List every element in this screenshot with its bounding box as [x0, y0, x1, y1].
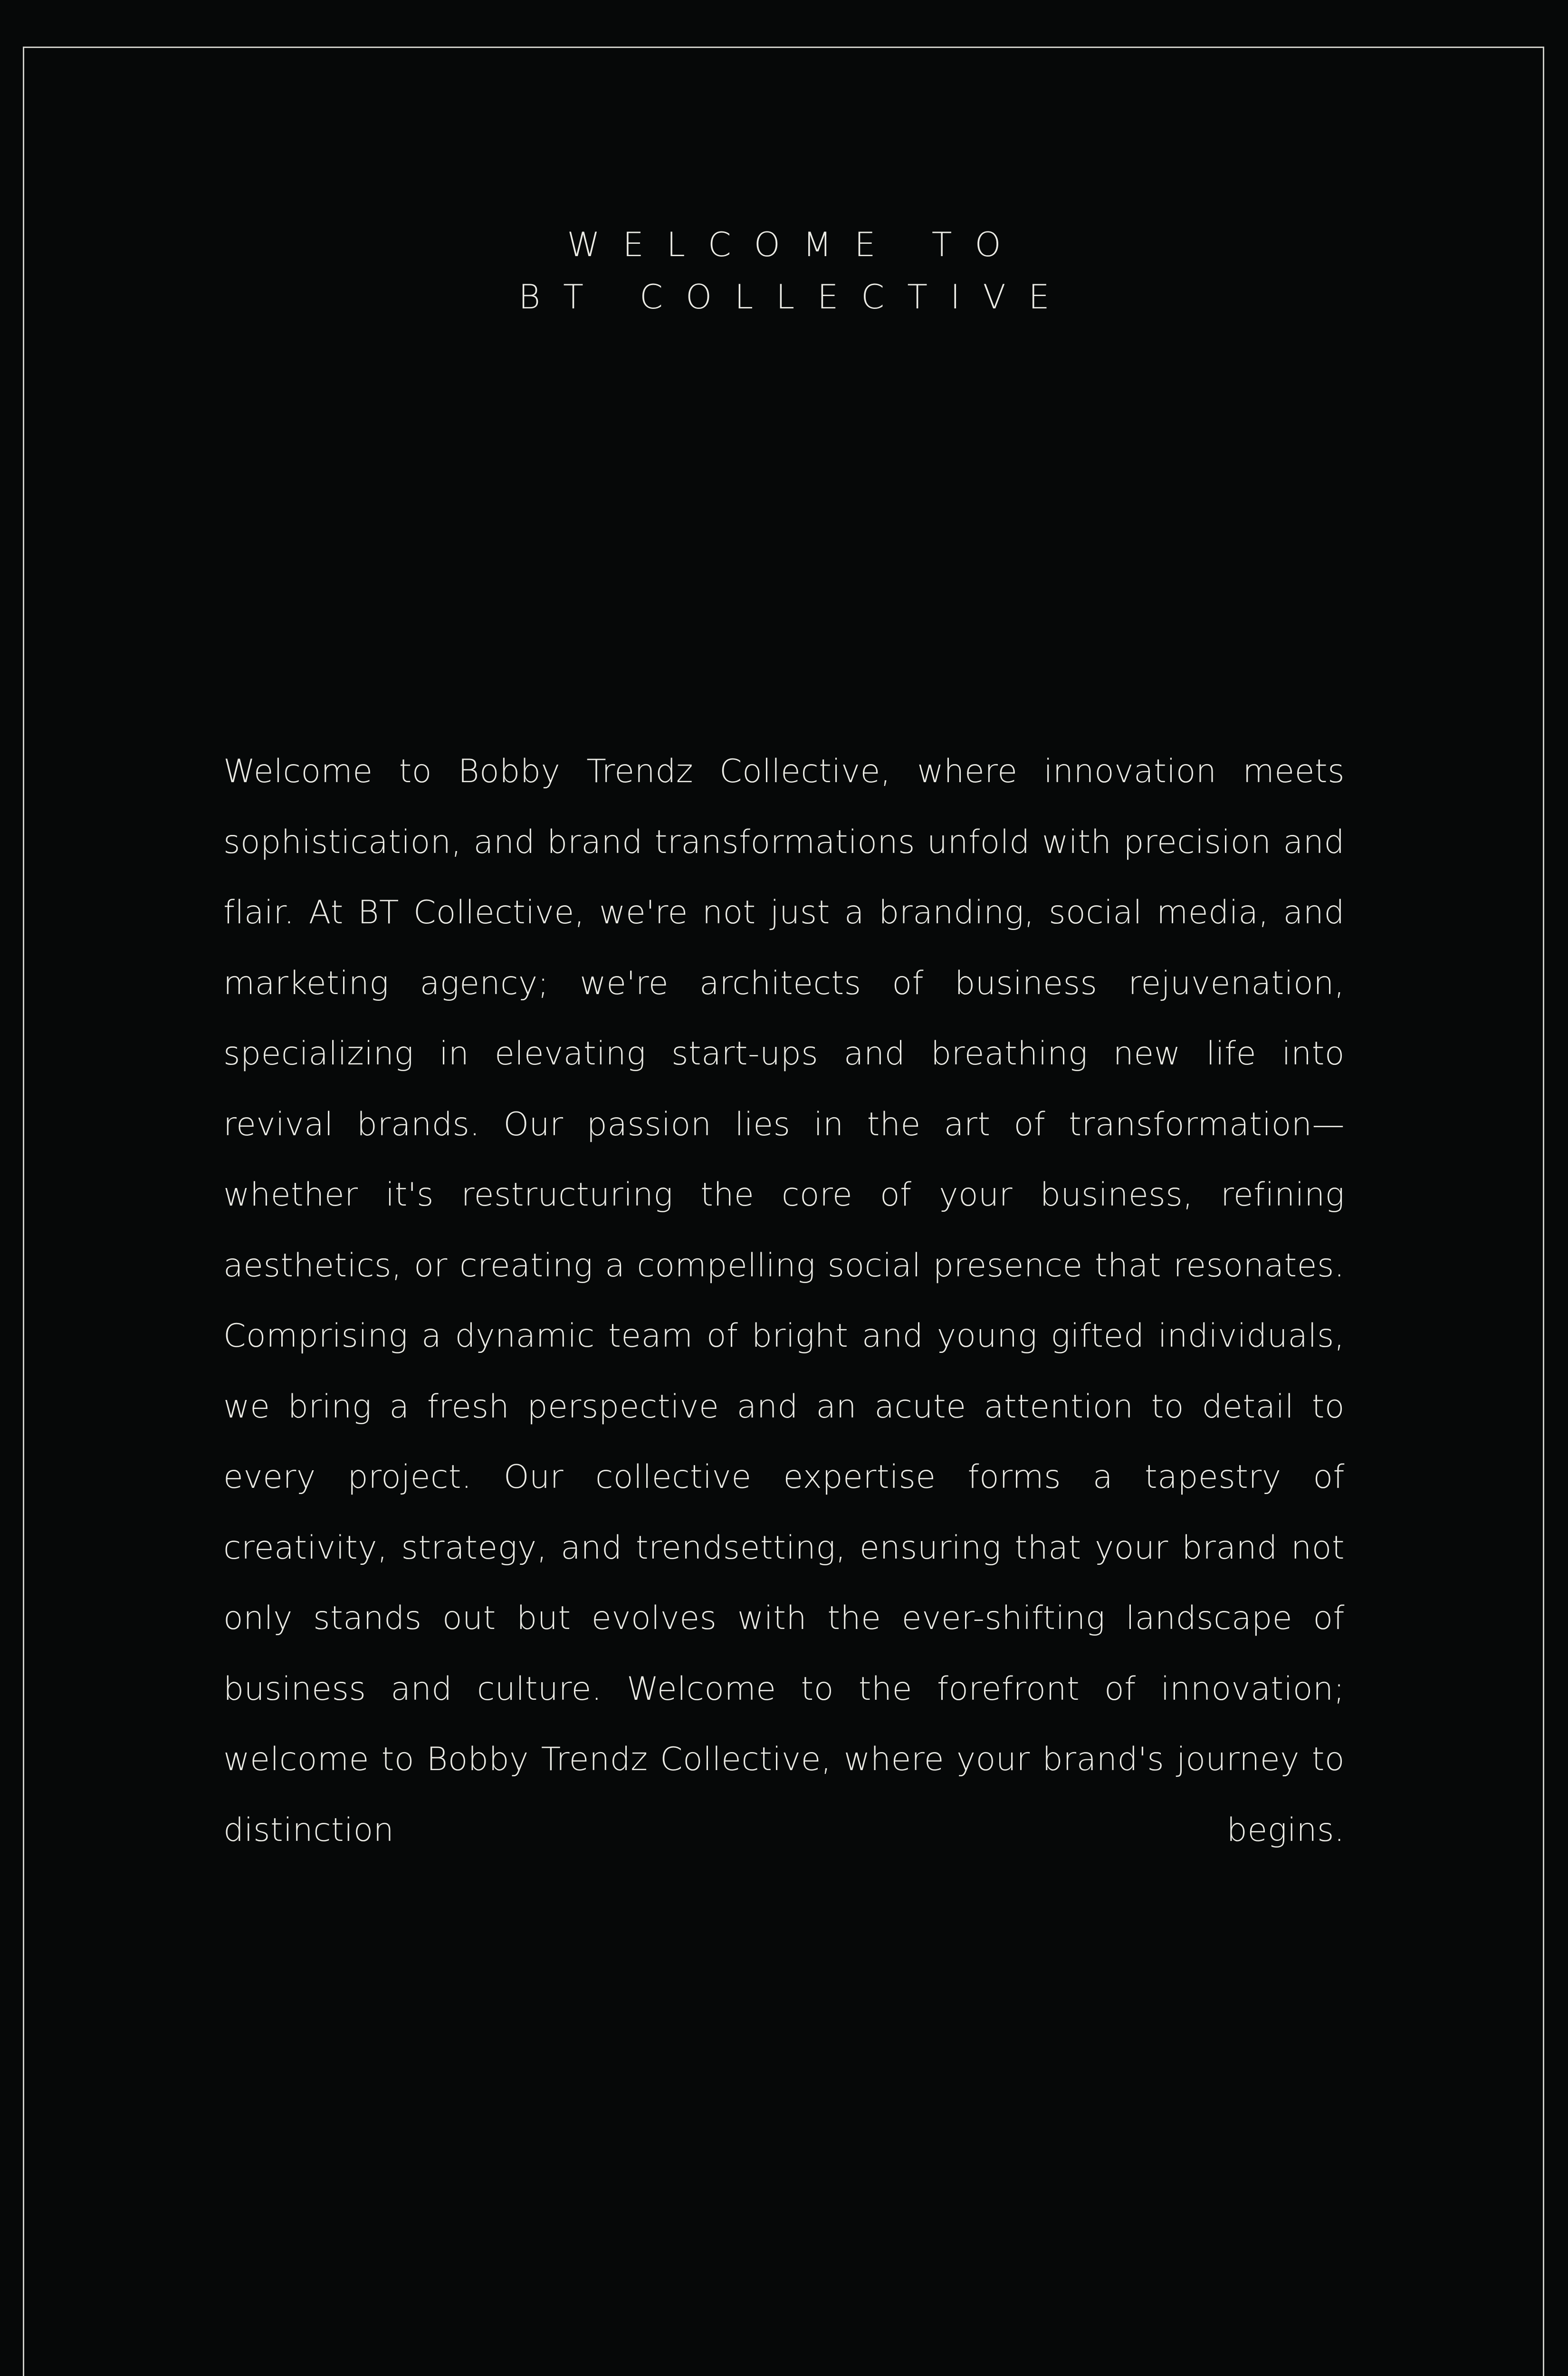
title-line-brand: BT COLLECTIVE [518, 278, 1072, 316]
title-line-welcome: WELCOME TO [567, 225, 1024, 264]
footer-brand-name [361, 2374, 1208, 2376]
footer [23, 2374, 1544, 2376]
page-title [0, 219, 1568, 323]
intro-paragraph: Welcome to Bobby Trendz Collective, where innovation meets sophistication, and brand transformations unfold with precision and flair. At BT Collective, we're not just a branding, social media, and marketing agency; we're architects of business rejuvenation, specializing in elevating start-ups and breathing new life into revival brands. Our passion lies in the art of transformation—whether it's restructuring the core of your business, refining aesthetics, or creating a compelling social presence that resonates. Comprising a dynamic team of bright and young gifted individuals, we bring a fresh perspective and an acute attention to detail to every project. Our collective expertise forms a tapestry of creativity, strategy, and trendsetting, ensuring that your brand not only stands out but evolves with the ever-shifting landscape of business and culture. Welcome to the forefront of innovation; welcome to Bobby Trendz Collective, where your brand's journey to distinction begins. [223, 753, 1345, 1849]
